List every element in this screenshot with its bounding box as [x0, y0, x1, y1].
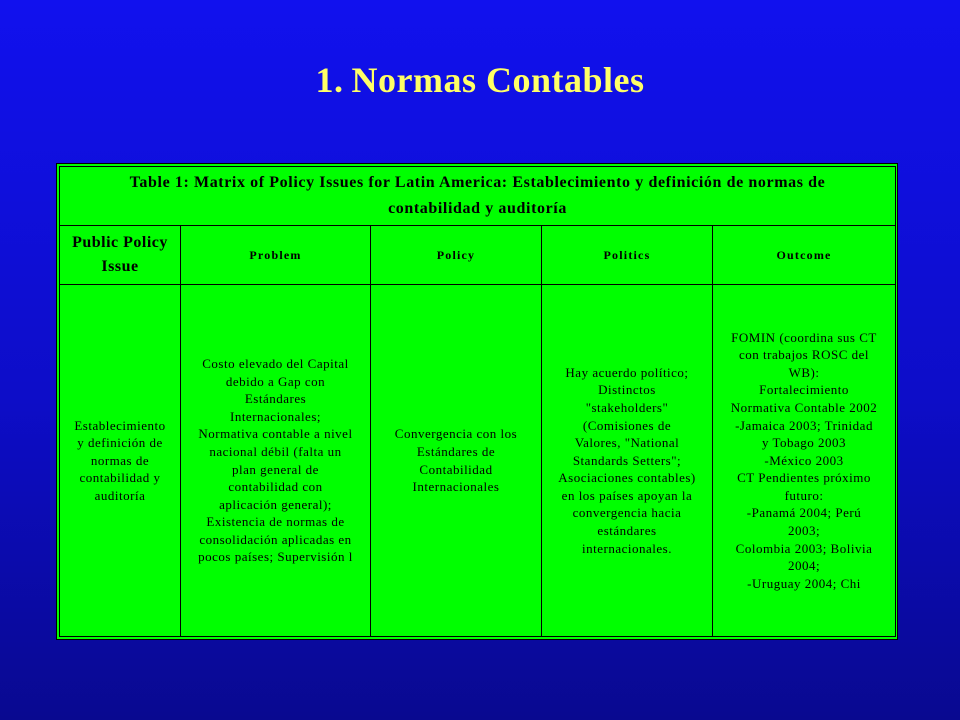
cell-line: y definición de: [77, 435, 163, 451]
cell-line: Convergencia con los: [394, 426, 518, 442]
cell-line: contabilidad y: [79, 470, 161, 486]
cell-line: Internacionales: [412, 479, 500, 495]
caption-line: Table 1: Matrix of Policy Issues for Latin America: Establecimiento y definición de normas de: [129, 174, 826, 191]
cell-line: Establecimiento: [74, 417, 166, 433]
caption-row: [60, 167, 896, 226]
cell-politics: [542, 285, 713, 637]
cell-line: internacionales.: [582, 540, 672, 556]
cell-line: Normativa contable a nivel: [198, 426, 353, 442]
cell-line: Estándares de: [416, 443, 496, 459]
cell-line: Distinctos: [598, 382, 656, 398]
cell-line: Internacionales;: [229, 408, 321, 424]
cell-line: -México 2003: [764, 452, 844, 468]
cell-line: "stakeholders": [585, 399, 669, 415]
cell-line: aplicación general);: [219, 496, 332, 512]
cell-problem: [181, 285, 371, 637]
cell-line: con trabajos ROSC del: [739, 347, 870, 363]
cell-line: Standards Setters";: [572, 452, 682, 468]
cell-line: debido a Gap con: [225, 373, 326, 389]
cell-line: futuro:: [784, 487, 824, 503]
title-text: Normas Contables: [351, 60, 645, 100]
cell-line: normas de: [90, 452, 150, 468]
policy-table-frame: [56, 163, 898, 640]
cell-line: Costo elevado del Capital: [202, 355, 349, 371]
header-policy: Policy: [371, 226, 542, 285]
header-issue-line: Issue: [101, 258, 139, 275]
cell-line: y Tobago 2003: [761, 435, 847, 451]
cell-line: WB):: [788, 364, 820, 380]
cell-line: CT Pendientes próximo: [737, 470, 871, 486]
cell-line: Asociaciones contables): [558, 470, 696, 486]
policy-matrix-table: [59, 166, 896, 637]
cell-line: (Comisiones de: [582, 417, 672, 433]
cell-line: 2004;: [787, 558, 821, 574]
header-outcome: Outcome: [713, 226, 896, 285]
header-problem: Problem: [181, 226, 371, 285]
cell-policy: [371, 285, 542, 637]
cell-line: Contabilidad: [419, 461, 493, 477]
cell-line: pocos países; Supervisión l: [198, 549, 353, 565]
table-row: [60, 285, 896, 637]
cell-line: 2003;: [787, 523, 821, 539]
cell-line: auditoría: [94, 487, 146, 503]
cell-line: convergencia hacia: [572, 505, 682, 521]
table-caption: [60, 167, 896, 226]
cell-line: -Panamá 2004; Perú: [746, 505, 862, 521]
header-public-policy-issue: [60, 226, 181, 285]
cell-line: nacional débil (falta un: [209, 443, 342, 459]
header-issue-line: Public Policy: [72, 234, 168, 251]
cell-line: -Jamaica 2003; Trinidad: [735, 417, 873, 433]
cell-line: estándares: [597, 523, 657, 539]
cell-outcome: [713, 285, 896, 637]
header-politics: Politics: [542, 226, 713, 285]
cell-line: consolidación aplicadas en: [199, 531, 352, 547]
header-row: [60, 226, 896, 285]
cell-line: en los países apoyan la: [561, 487, 693, 503]
cell-line: Normativa Contable 2002: [730, 399, 878, 415]
cell-line: Valores, "National: [574, 435, 680, 451]
cell-line: Fortalecimiento: [759, 382, 849, 398]
cell-line: contabilidad con: [228, 479, 323, 495]
cell-line: plan general de: [232, 461, 319, 477]
cell-line: Estándares: [244, 391, 307, 407]
cell-line: Hay acuerdo político;: [565, 364, 689, 380]
cell-line: -Uruguay 2004; Chi: [747, 575, 861, 591]
caption-line: contabilidad y auditoría: [388, 200, 567, 217]
slide-title: [0, 56, 960, 104]
cell-issue: [60, 285, 181, 637]
cell-line: FOMIN (coordina sus CT: [731, 329, 877, 345]
cell-line: Existencia de normas de: [206, 514, 345, 530]
title-number: 1.: [315, 60, 344, 100]
cell-line: Colombia 2003; Bolivia: [735, 540, 873, 556]
